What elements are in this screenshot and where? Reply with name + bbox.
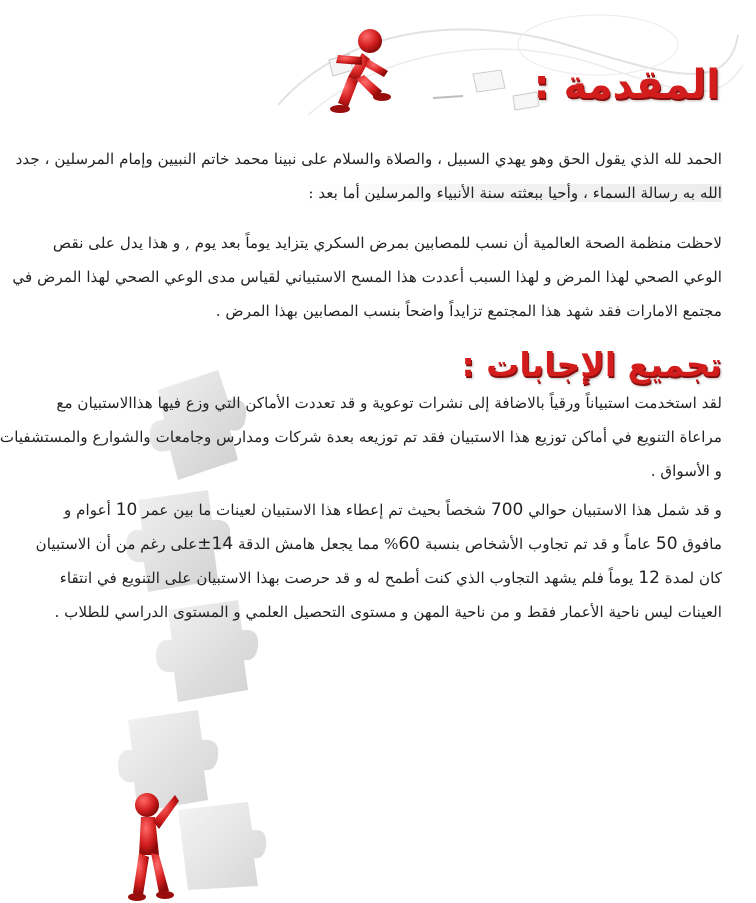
sample-text: على رغم من أن الاستبيان bbox=[35, 535, 198, 553]
sample-text: مافوق bbox=[677, 535, 722, 553]
sample-number: 10 bbox=[115, 500, 138, 520]
red-person-running-icon bbox=[318, 25, 398, 115]
sample-text: عاماً و قد تم تجاوب الأشخاص بنسبة bbox=[420, 535, 656, 553]
red-person-pushing-icon bbox=[123, 775, 183, 903]
sample-number: 12 bbox=[638, 568, 660, 588]
background-line-1: لاحظت منظمة الصحة العالمية أن نسب للمصابين بمرض السكري يتزايد يوماً بعد يوم , و هذا يدل على نقص bbox=[52, 234, 722, 252]
collection-line-1: لقد استخدمت استبياناً ورقياً بالاضافة إلى نشرات توعوية و قد تعددت الأماكن التي وزع فيها هذاالاستبيان مع bbox=[56, 394, 722, 412]
sample-number: 700 bbox=[490, 500, 524, 520]
intro-line-2 bbox=[150, 176, 722, 210]
collection-paragraph bbox=[0, 386, 722, 488]
background-line-2: الوعي الصحي لهذا المرض و لهذا السبب أعددت هذا المسح الاستبياني لقياس مدى الوعي الصحي لهذا المرض في bbox=[12, 268, 722, 286]
intro-line-2-text: الله به رسالة السماء ، وأحيا ببعثته سنة الأنبياء والمرسلين أما بعد : bbox=[302, 184, 722, 202]
sample-text: % مما يجعل هامش الدقة bbox=[233, 535, 399, 553]
sample-text: يوماً فلم يشهد التجاوب الذي كنت أطمح له و قد حرصت بهذا الاستبيان على التنويع في انتقاء bbox=[59, 569, 639, 587]
sample-number: 50 bbox=[655, 534, 678, 554]
intro-line-1: الحمد لله الذي يقول الحق وهو يهدي السبيل ، والصلاة والسلام على نبينا محمد خاتم النبيين وإمام المرسلين ، جدد bbox=[15, 150, 722, 168]
collection-line-2: مراعاة التنويع في أماكن توزيع هذا الاستبيان فقد تم توزيعه بعدة شركات ومدارس وجامعات والشوارع والمستشفيات bbox=[0, 428, 722, 446]
intro-paragraph bbox=[15, 142, 722, 210]
sample-text: شخصاً بحيث تم إعطاء هذا الاستبيان لعينات ما بين عمر bbox=[137, 501, 491, 519]
sample-text: كان لمدة bbox=[659, 569, 722, 587]
sample-line-4: العينات ليس ناحية الأعمار فقط و من ناحية المهن و مستوى التحصيل العلمي و المستوى الدراسي للطلاب . bbox=[54, 603, 722, 621]
collection-line-3: و الأسواق . bbox=[650, 462, 722, 480]
sample-line-3 bbox=[59, 561, 722, 595]
sample-line-1 bbox=[63, 493, 722, 527]
sample-number: 14± bbox=[197, 534, 234, 554]
sample-number: 60 bbox=[398, 534, 421, 554]
sample-paragraph bbox=[35, 493, 722, 629]
page-title: المقدمة : bbox=[533, 62, 720, 108]
section-title-collecting-answers: تجميع الإجابات : bbox=[461, 345, 722, 384]
background-line-3: مجتمع الامارات فقد شهد هذا المجتمع تزايداً واضحاً بنسب المصابين بهذا المرض . bbox=[215, 302, 722, 320]
sample-line-2 bbox=[35, 527, 722, 561]
sample-text: أعوام و bbox=[63, 501, 116, 519]
sample-text: و قد شمل هذا الاستبيان حوالي bbox=[523, 501, 722, 519]
background-paragraph bbox=[12, 226, 722, 328]
